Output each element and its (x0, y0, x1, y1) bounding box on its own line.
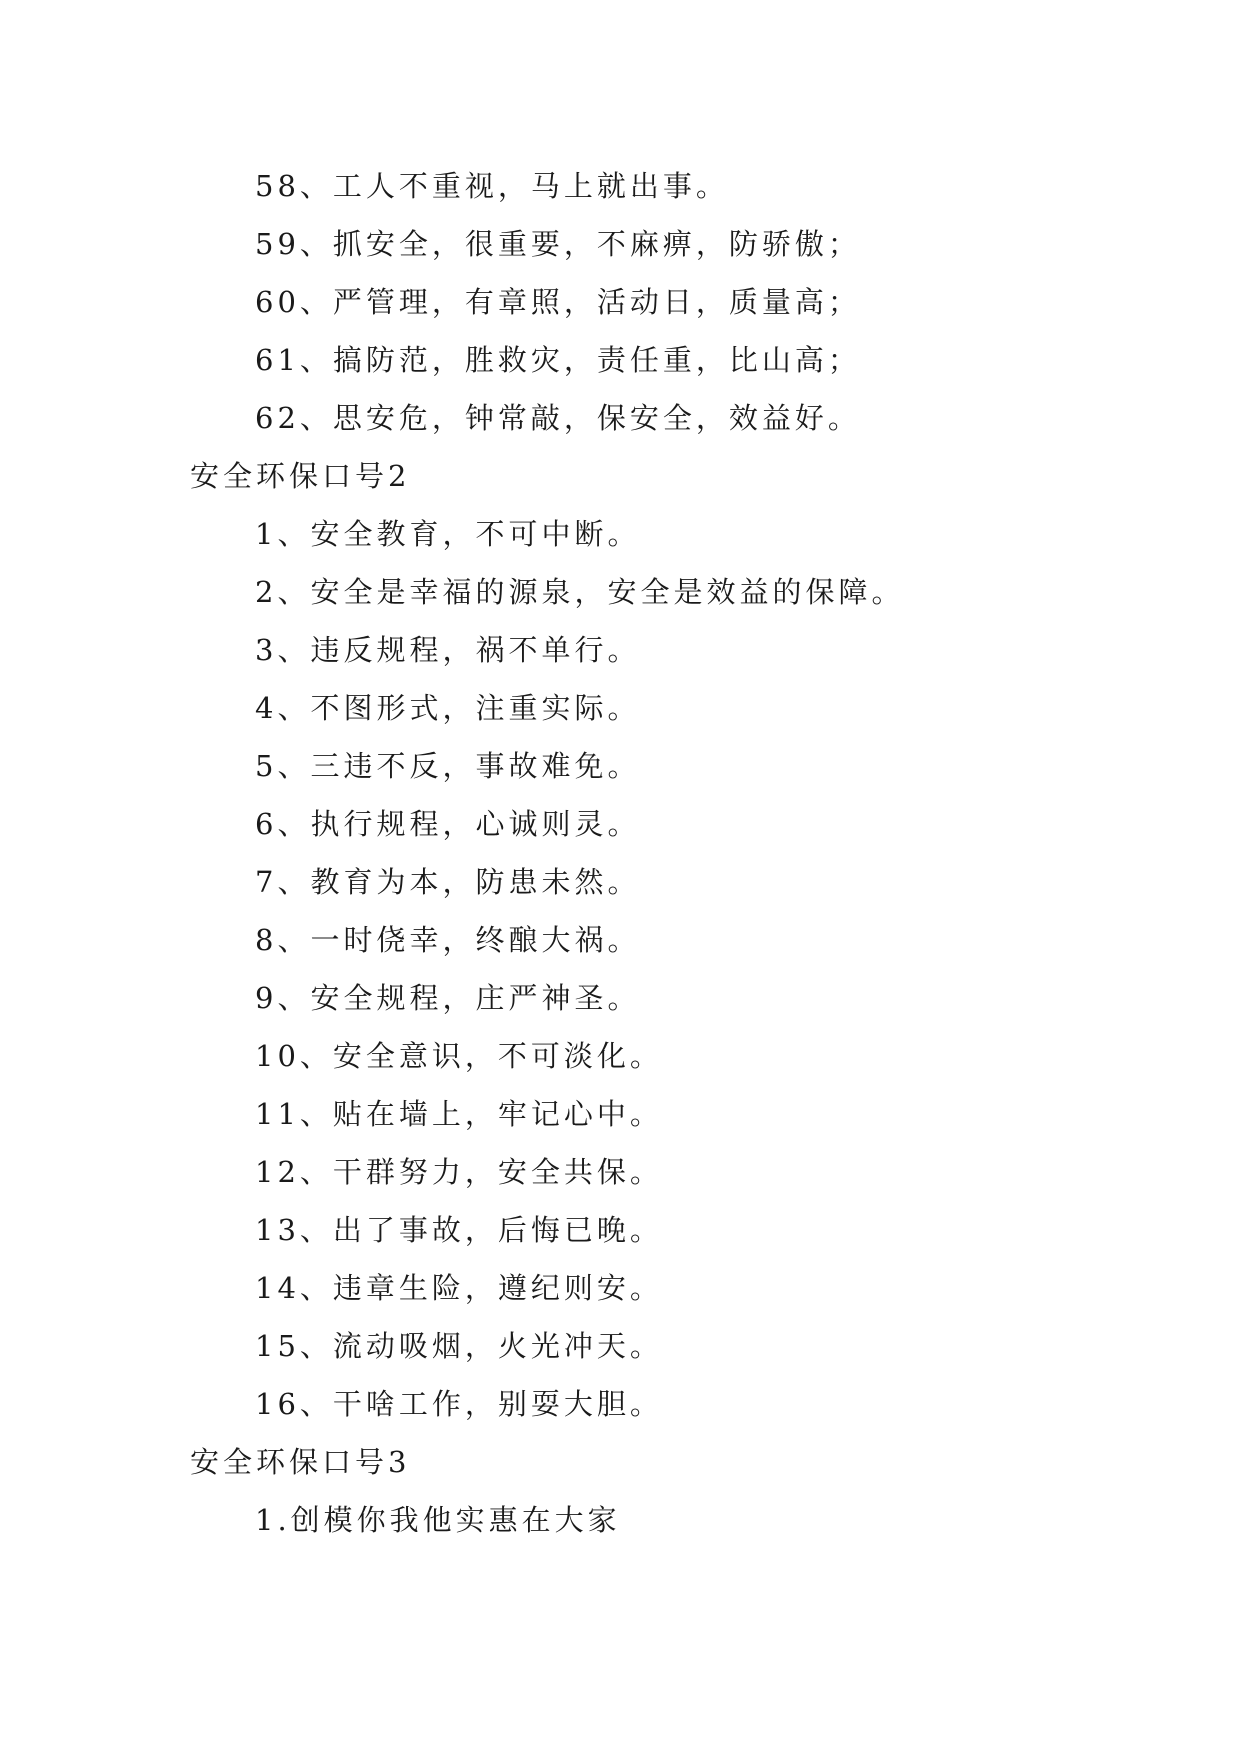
slogan-item: 12、干群努力，安全共保。 (255, 1155, 663, 1189)
slogan-item: 4、不图形式，注重实际。 (255, 691, 641, 725)
slogan-item: 11、贴在墙上，牢记心中。 (255, 1097, 663, 1131)
slogan-item: 14、违章生险，遵纪则安。 (255, 1271, 663, 1305)
slogan-item: 8、一时侥幸，终酿大祸。 (255, 923, 641, 957)
slogan-item: 59、抓安全，很重要，不麻痹，防骄傲； (255, 227, 861, 261)
slogan-item: 61、搞防范，胜救灾，责任重，比山高； (255, 343, 861, 377)
slogan-item: 9、安全规程，庄严神圣。 (255, 981, 641, 1015)
slogan-item: 13、出了事故，后悔已晚。 (255, 1213, 663, 1247)
slogan-item: 60、严管理，有章照，活动日，质量高； (255, 285, 861, 319)
section-heading: 安全环保口号3 (190, 1445, 411, 1479)
slogan-item: 3、违反规程，祸不单行。 (255, 633, 641, 667)
slogan-item: 58、工人不重视，马上就出事。 (255, 169, 729, 203)
slogan-item: 16、干啥工作，别耍大胆。 (255, 1387, 663, 1421)
slogan-item: 1.创模你我他实惠在大家 (255, 1503, 621, 1537)
slogan-item: 6、执行规程，心诚则灵。 (255, 807, 641, 841)
slogan-item: 10、安全意识，不可淡化。 (255, 1039, 663, 1073)
slogan-item: 62、思安危，钟常敲，保安全，效益好。 (255, 401, 861, 435)
slogan-item: 15、流动吸烟，火光冲天。 (255, 1329, 663, 1363)
slogan-item: 5、三违不反，事故难免。 (255, 749, 641, 783)
slogan-item: 2、安全是幸福的源泉，安全是效益的保障。 (255, 575, 905, 609)
section-heading: 安全环保口号2 (190, 459, 411, 493)
slogan-item: 7、教育为本，防患未然。 (255, 865, 641, 899)
slogan-item: 1、安全教育，不可中断。 (255, 517, 641, 551)
